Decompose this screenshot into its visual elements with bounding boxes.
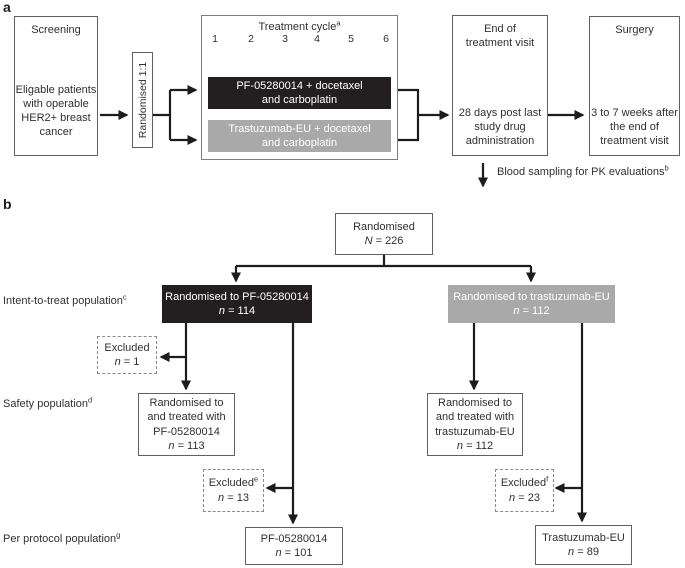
safety-tz-line: and treated with bbox=[435, 411, 515, 424]
arm-pf-line: and carboplatin bbox=[261, 94, 338, 106]
bracket-randomised-split bbox=[153, 90, 170, 140]
arm-pf-line: PF-05280014 + docetaxel bbox=[236, 79, 363, 92]
surgery-body-line: 3 to 7 weeks after bbox=[591, 107, 678, 119]
itt-tz-n bbox=[513, 304, 549, 318]
cycle-number: 1 bbox=[212, 33, 218, 45]
n-variable: n bbox=[513, 305, 520, 317]
safety-tz-line: trastuzumab-EU bbox=[435, 425, 515, 438]
pp-pf-n bbox=[275, 546, 312, 560]
randomised-total-line: Randomised bbox=[353, 220, 415, 233]
n-variable: n bbox=[568, 546, 575, 558]
screening-body-line: HER2+ breast bbox=[21, 112, 91, 125]
panel-a-label: a bbox=[3, 0, 11, 15]
n-value: = 114 bbox=[225, 305, 256, 317]
treatment-cycle-footnote-mark: a bbox=[336, 18, 341, 28]
excluded-tz-n bbox=[509, 491, 540, 505]
safety-tz-box bbox=[427, 393, 523, 456]
row-label-per-protocol bbox=[3, 530, 121, 545]
arm-pf-box bbox=[208, 77, 391, 109]
arm-tz-line: and carboplatin bbox=[261, 137, 338, 149]
n-variable: N bbox=[364, 235, 373, 247]
excluded-pf-n bbox=[218, 491, 249, 505]
n-value: = 1 bbox=[120, 356, 140, 368]
excluded-tz-text: Excluded bbox=[500, 477, 547, 490]
excluded-itt-n bbox=[115, 355, 140, 369]
n-value: = 113 bbox=[174, 439, 205, 452]
pp-tz-line: Trastuzumab-EU bbox=[542, 531, 625, 544]
arm-tz-line: Trastuzumab-EU + docetaxel bbox=[228, 122, 371, 135]
row-label-safety-text: Safety population bbox=[3, 398, 89, 410]
row-label-itt bbox=[3, 292, 127, 307]
n-value: = 89 bbox=[574, 546, 599, 558]
randomised-total-box bbox=[335, 213, 433, 255]
pp-tz-box bbox=[535, 525, 632, 565]
n-variable: n bbox=[275, 547, 282, 559]
safety-pf-n bbox=[168, 439, 204, 453]
cycle-number: 5 bbox=[348, 33, 354, 45]
n-variable: n bbox=[456, 439, 464, 452]
itt-tz-box bbox=[448, 285, 615, 323]
n-value: = 13 bbox=[224, 491, 249, 504]
screening-body-line: cancer bbox=[39, 126, 73, 139]
excluded-itt-label: Excluded bbox=[104, 341, 150, 354]
pk-sampling-note bbox=[497, 163, 669, 178]
cycle-number: 6 bbox=[383, 33, 389, 45]
end-of-treatment-body-line: study drug bbox=[474, 121, 526, 134]
randomised-1to1-box bbox=[132, 52, 153, 148]
screening-body-line: with operable bbox=[23, 98, 89, 111]
pp-pf-box bbox=[245, 527, 343, 565]
bracket-arms-merge bbox=[398, 90, 418, 140]
arm-tz-box bbox=[208, 120, 391, 152]
pp-pf-line: PF-05280014 bbox=[260, 532, 328, 545]
n-value: = 226 bbox=[372, 235, 404, 247]
end-of-treatment-body-line: 28 days post last bbox=[458, 107, 542, 119]
randomised-1to1-label: Randomised 1:1 bbox=[136, 61, 149, 139]
n-value: = 23 bbox=[515, 491, 540, 504]
surgery-body-line: treatment visit bbox=[600, 135, 669, 148]
excluded-pf-label bbox=[209, 476, 258, 490]
end-of-treatment-title-line: End of bbox=[484, 23, 516, 35]
cycle-number: 4 bbox=[314, 33, 320, 45]
cycle-number: 3 bbox=[282, 33, 288, 45]
n-variable: n bbox=[114, 356, 121, 368]
n-variable: n bbox=[509, 491, 516, 504]
itt-pf-box bbox=[162, 285, 312, 323]
cycle-number: 2 bbox=[248, 33, 254, 45]
screening-title: Screening bbox=[31, 24, 81, 36]
excluded-tz-footnote-mark: f bbox=[546, 474, 549, 484]
safety-pf-box bbox=[138, 393, 235, 456]
n-variable: n bbox=[218, 491, 225, 504]
n-variable: n bbox=[218, 305, 226, 317]
surgery-box bbox=[589, 16, 680, 156]
pp-tz-n bbox=[568, 545, 599, 559]
excluded-tz-label bbox=[501, 476, 548, 490]
excluded-itt-box bbox=[97, 336, 157, 374]
surgery-title: Surgery bbox=[615, 24, 654, 36]
excluded-pf-footnote-mark: e bbox=[254, 474, 259, 484]
safety-tz-n bbox=[457, 439, 493, 453]
itt-pf-n bbox=[219, 304, 255, 318]
row-label-per-protocol-footnote-mark: g bbox=[116, 530, 121, 540]
pk-sampling-footnote-mark: b bbox=[664, 163, 669, 173]
excluded-tz-box bbox=[495, 469, 554, 512]
row-label-itt-footnote-mark: c bbox=[122, 292, 127, 302]
itt-pf-line: Randomised to PF-05280014 bbox=[165, 290, 309, 303]
safety-tz-line: Randomised to bbox=[438, 397, 512, 410]
row-label-safety-footnote-mark: d bbox=[88, 395, 93, 405]
safety-pf-line: and treated with bbox=[147, 411, 226, 424]
end-of-treatment-box bbox=[452, 15, 548, 156]
panel-b-label: b bbox=[3, 196, 12, 212]
treatment-cycle-title bbox=[202, 20, 397, 34]
safety-pf-line: Randomised to bbox=[149, 397, 224, 410]
treatment-cycle-title-text: Treatment cycle bbox=[258, 21, 337, 33]
screening-body-line: Eligable patients bbox=[15, 84, 97, 96]
end-of-treatment-body-line: administration bbox=[465, 135, 535, 148]
n-value: = 112 bbox=[519, 305, 550, 317]
n-value: = 112 bbox=[463, 439, 494, 452]
itt-tz-line: Randomised to trastuzumab-EU bbox=[453, 290, 610, 303]
row-label-per-protocol-text: Per protocol population bbox=[3, 533, 117, 545]
pk-sampling-text: Blood sampling for PK evaluations bbox=[497, 166, 665, 178]
n-variable: n bbox=[168, 439, 175, 452]
surgery-body-line: the end of bbox=[610, 121, 659, 134]
safety-pf-line: PF-05280014 bbox=[153, 425, 220, 438]
end-of-treatment-title-line: treatment visit bbox=[465, 37, 535, 50]
row-label-safety bbox=[3, 395, 93, 410]
row-label-itt-text: Intent-to-treat population bbox=[3, 295, 123, 307]
n-value: = 101 bbox=[281, 547, 313, 559]
treatment-cycle-box bbox=[201, 15, 398, 160]
excluded-pf-text: Excluded bbox=[208, 477, 255, 490]
screening-box bbox=[14, 16, 98, 156]
randomised-total-n bbox=[365, 234, 404, 248]
excluded-pf-box bbox=[203, 469, 264, 512]
branch-randomised bbox=[236, 255, 531, 266]
